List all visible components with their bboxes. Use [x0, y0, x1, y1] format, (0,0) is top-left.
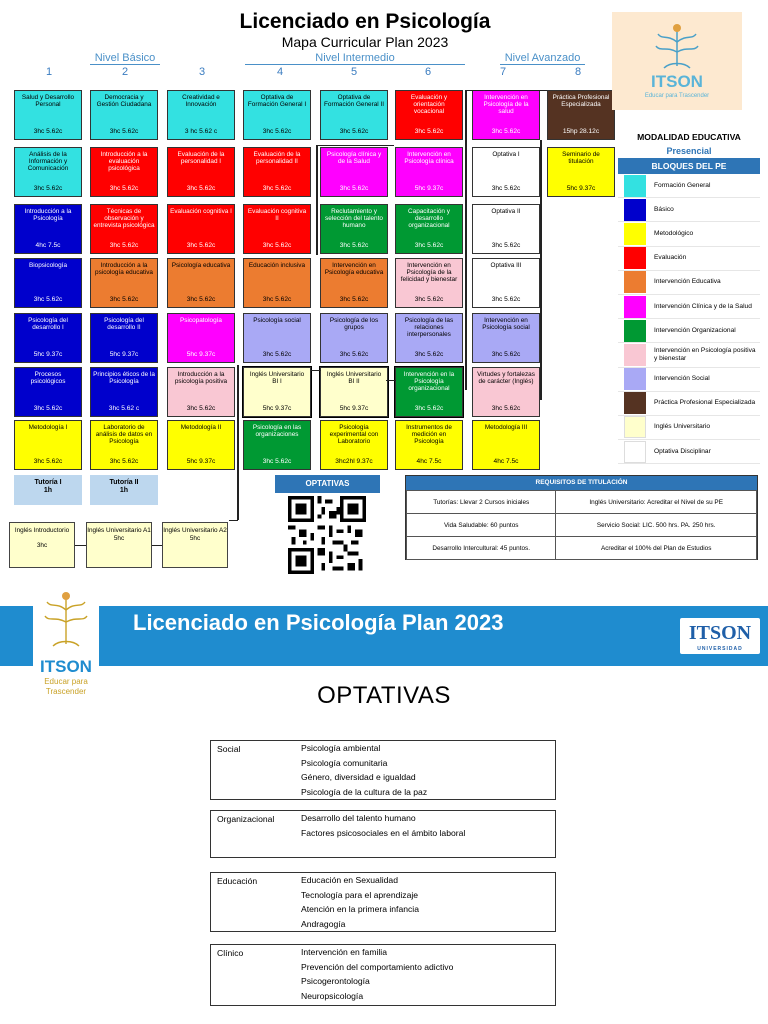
- course-credits: 3hc 5.62c: [186, 405, 216, 412]
- ingles-universitario-a2[interactable]: Inglés Universitario A2 5hc: [162, 522, 228, 568]
- course-credits: 15hp 28.12c: [562, 128, 600, 135]
- course-cell[interactable]: [243, 204, 311, 254]
- course-cell[interactable]: [395, 367, 463, 417]
- legend-swatch: [624, 199, 646, 221]
- course-cell[interactable]: [14, 258, 82, 308]
- table-row: Vida Saludable: 60 puntos Servicio Social: LIC. 500 hrs. PA. 250 hrs.: [407, 514, 757, 537]
- course-credits: 3hc 5.62c: [414, 128, 444, 135]
- course-credits: 3hc 5.62c: [109, 128, 139, 135]
- course-cell[interactable]: [167, 204, 235, 254]
- course-name: Metodología I: [28, 424, 68, 431]
- course-name: Salud y Desarrollo Personal: [21, 94, 75, 108]
- course-cell[interactable]: [472, 147, 540, 197]
- course-name: Psicología de las relaciones interpersonales: [404, 317, 454, 338]
- optativa-course: Tecnología para el aprendizaje: [301, 889, 419, 900]
- course-name: Psicología clínica y de la Salud: [326, 151, 382, 165]
- course-credits: 3hc 5.62c: [414, 405, 444, 412]
- legend-label: Optativa Disciplinar: [654, 447, 711, 455]
- course-name: Optativa I: [492, 151, 520, 158]
- requisitos-table: [406, 490, 757, 560]
- legend-panel: [618, 118, 760, 468]
- optativa-group: [210, 944, 556, 1006]
- optativa-group: [210, 872, 556, 932]
- course-credits: 3hc 5.62c: [414, 296, 444, 303]
- course-name: Evaluación cognitiva I: [170, 208, 232, 215]
- legend-label: Metodológico: [654, 229, 694, 237]
- course-cell[interactable]: [243, 258, 311, 308]
- course-credits: 5hc 9.37c: [414, 185, 444, 192]
- legend-swatch: [624, 441, 646, 463]
- optativa-course: Factores psicosociales en el ámbito laboral: [301, 827, 466, 838]
- semester-number: 7: [499, 66, 507, 78]
- table-row: Tutorías: Llevar 2 Cursos iniciales Inglés Universitario: Acreditar el Nivel de su PE: [407, 491, 757, 514]
- course-credits: 4hc 7.5c: [35, 242, 61, 249]
- course-cell[interactable]: [90, 367, 158, 417]
- course-cell[interactable]: [90, 313, 158, 363]
- optativa-category: Social: [217, 744, 241, 754]
- course-cell[interactable]: [395, 204, 463, 254]
- course-cell[interactable]: [320, 367, 388, 417]
- legend-label: Básico: [654, 205, 674, 213]
- level-avanzado: Nivel Avanzado: [500, 52, 585, 65]
- course-credits: 3hc 5.62c: [186, 185, 216, 192]
- course-credits: 3hc 5.62c: [109, 458, 139, 465]
- course-credits: 3hc 5.62c: [414, 242, 444, 249]
- course-name: Psicología experimental con Laboratorio: [329, 424, 379, 445]
- optativa-group: [210, 810, 556, 858]
- course-name: Creatividad e Innovación: [182, 94, 220, 108]
- course-cell[interactable]: [320, 258, 388, 308]
- course-name: Introducción a la evaluación psicológica: [100, 151, 148, 172]
- page-subtitle: Mapa Curricular Plan 2023: [281, 34, 449, 50]
- course-cell[interactable]: [472, 90, 540, 140]
- course-name: Democracia y Gestión Ciudadana: [96, 94, 152, 108]
- banner-title: Licenciado en Psicología Plan 2023: [133, 610, 504, 635]
- course-credits: 3hc 5.62c: [33, 296, 63, 303]
- level-basico: Nivel Básico: [90, 52, 160, 65]
- optativa-course: Género, diversidad e igualdad: [301, 772, 416, 782]
- course-name: Capacitación y desarrollo organizacional: [408, 208, 450, 229]
- course-cell[interactable]: [167, 367, 235, 417]
- course-credits: 3hc 5.62c: [33, 405, 63, 412]
- optativa-course: Neuropsicología: [301, 990, 364, 1001]
- optativa-course: Psicología de la cultura de la paz: [301, 786, 428, 797]
- course-name: Psicología social: [253, 317, 301, 324]
- semester-number: 3: [198, 66, 206, 78]
- course-name: Introducción a la psicología educativa: [95, 262, 153, 276]
- requisitos-titulacion: [405, 475, 758, 560]
- course-credits: 3hc 5.62c: [109, 296, 139, 303]
- course-cell[interactable]: [14, 313, 82, 363]
- legend-item: [618, 271, 760, 295]
- svg-text:ITSON: ITSON: [651, 72, 703, 91]
- tutoria-2: Tutoría II 1h: [90, 475, 158, 505]
- course-name: Evaluación cognitiva II: [247, 208, 307, 222]
- course-cell[interactable]: [90, 147, 158, 197]
- optativa-category: Organizacional: [217, 814, 275, 824]
- course-credits: 5hc 9.37c: [186, 458, 216, 465]
- course-credits: 3hc2hl 9.37c: [335, 458, 373, 465]
- course-credits: 4hc 7.5c: [493, 458, 519, 465]
- legend-swatch: [624, 368, 646, 390]
- course-name: Inglés Universitario BI I: [249, 371, 305, 385]
- course-name: Introducción a la Psicología: [24, 208, 72, 222]
- course-credits: 3hc 5.62 c: [108, 405, 140, 412]
- optativa-list: [301, 811, 465, 840]
- arrow-connector: [152, 545, 162, 546]
- course-name: Reclutamiento y selección del talento humano: [325, 208, 383, 229]
- optativas-title: OPTATIVAS: [317, 682, 451, 709]
- legend-label: Formación General: [654, 181, 711, 189]
- tutoria-1: Tutoría I 1h: [14, 475, 82, 505]
- legend-label: Práctica Profesional Especializada: [654, 399, 756, 407]
- course-cell[interactable]: [14, 147, 82, 197]
- legend-swatch: [624, 223, 646, 245]
- course-credits: 3hc 5.62c: [33, 185, 63, 192]
- optativa-course: Atención en la primera infancia: [301, 904, 419, 914]
- legend-item: [618, 174, 760, 198]
- course-name: Principios éticos de la Psicología: [93, 371, 155, 385]
- course-credits: 3hc 5.62c: [491, 185, 521, 192]
- optativa-list: [301, 741, 427, 799]
- course-credits: 3hc 5.62c: [262, 458, 292, 465]
- course-cell[interactable]: [320, 147, 388, 197]
- course-cell[interactable]: [90, 258, 158, 308]
- course-cell[interactable]: [243, 147, 311, 197]
- legend-presencial: Presencial: [666, 146, 712, 156]
- course-name: Psicología en las organizaciones: [252, 424, 302, 438]
- course-credits: 3hc 5.62c: [186, 296, 216, 303]
- course-name: Psicopatología: [180, 317, 222, 324]
- optativa-course: Psicología ambiental: [301, 743, 381, 753]
- course-name: Psicología del desarrollo I: [28, 317, 68, 331]
- legend-swatch: [624, 271, 646, 293]
- legend-item: [618, 343, 760, 367]
- course-credits: 3hc 5.62c: [339, 242, 369, 249]
- legend-item: [618, 295, 760, 319]
- course-name: Intervención en Psicología de la felicidad y bienestar: [400, 262, 458, 283]
- legend-item: [618, 198, 760, 222]
- ingles-universitario-a1[interactable]: Inglés Universitario A1 5hc: [86, 522, 152, 568]
- legend-label: Inglés Universitario: [654, 423, 711, 431]
- course-credits: 3 hc 5.62 c: [184, 128, 218, 135]
- course-name: Intervención en Psicología social: [482, 317, 530, 331]
- svg-text:ITSON: ITSON: [40, 657, 92, 676]
- semester-number: 8: [574, 66, 582, 78]
- itson-emblem-icon: [612, 12, 742, 110]
- connector-line: [465, 90, 467, 390]
- course-name: Psicología de los grupos: [329, 317, 379, 331]
- optativa-course: Psicogerontología: [301, 976, 370, 986]
- course-cell[interactable]: [14, 367, 82, 417]
- course-cell[interactable]: [167, 258, 235, 308]
- course-credits: 3hc 5.62c: [491, 351, 521, 358]
- course-name: Introducción a la psicología positiva: [174, 371, 228, 385]
- connector-line: [316, 145, 394, 146]
- optativa-course: Intervención en familia: [301, 947, 387, 957]
- legend-item: [618, 416, 760, 440]
- course-credits: 3hc 5.62c: [339, 351, 369, 358]
- optativa-course: Psicología comunitaria: [301, 757, 388, 768]
- course-name: Metodología II: [180, 424, 222, 431]
- course-name: Educación inclusiva: [248, 262, 306, 269]
- course-cell[interactable]: [320, 204, 388, 254]
- semester-number: 6: [424, 66, 432, 78]
- course-cell[interactable]: [90, 204, 158, 254]
- course-credits: 3hc 5.62c: [339, 185, 369, 192]
- legend-item: [618, 368, 760, 392]
- course-cell[interactable]: [14, 90, 82, 140]
- course-cell[interactable]: [14, 204, 82, 254]
- course-credits: 5hc 9.37c: [33, 351, 63, 358]
- itson-logo: [612, 12, 742, 110]
- legend-item: [618, 319, 760, 343]
- svg-text:Educar para: Educar para: [44, 677, 88, 686]
- svg-text:Educar para Trascender: Educar para Trascender: [644, 93, 710, 99]
- course-credits: 3hc 5.62c: [262, 351, 292, 358]
- course-cell[interactable]: [320, 313, 388, 363]
- course-cell[interactable]: [472, 313, 540, 363]
- course-name: Instrumentos de medición en Psicología: [406, 424, 452, 445]
- course-name: Análisis de la Información y Comunicación: [27, 151, 69, 172]
- optativa-course: Desarrollo del talento humano: [301, 813, 416, 823]
- legend-list: [618, 174, 760, 464]
- legend-swatch: [624, 296, 646, 318]
- course-cell[interactable]: [243, 420, 311, 470]
- course-cell[interactable]: [472, 420, 540, 470]
- optativa-course: Prevención del comportamiento adictivo: [301, 961, 454, 972]
- optativa-course: Educación en Sexualidad: [301, 875, 398, 885]
- legend-modalidad: MODALIDAD EDUCATIVA: [637, 132, 741, 142]
- legend-label: Intervención en Psicología positiva y bienestar: [654, 346, 756, 362]
- course-credits: 5hc 9.37c: [566, 185, 596, 192]
- course-name: Optativa de Formación General II: [323, 94, 385, 108]
- legend-swatch: [624, 344, 646, 366]
- legend-item: [618, 392, 760, 416]
- legend-swatch: [624, 392, 646, 414]
- course-credits: 3hc 5.62c: [109, 242, 139, 249]
- legend-swatch: [624, 320, 646, 342]
- course-name: Optativa II: [491, 208, 521, 215]
- course-credits: 3hc 5.62c: [491, 242, 521, 249]
- course-cell[interactable]: [243, 313, 311, 363]
- legend-label: Evaluación: [654, 254, 687, 262]
- legend-label: Intervención Social: [654, 375, 710, 383]
- course-name: Evaluación de la personalidad II: [253, 151, 301, 165]
- legend-label: Intervención Educativa: [654, 278, 721, 286]
- course-cell[interactable]: [167, 90, 235, 140]
- course-cell[interactable]: [243, 90, 311, 140]
- course-cell[interactable]: [395, 420, 463, 470]
- course-credits: 3hc 5.62c: [186, 242, 216, 249]
- optativa-list: [301, 873, 419, 931]
- course-name: Intervención en Psicología de la salud: [483, 94, 529, 115]
- course-cell[interactable]: [472, 204, 540, 254]
- course-name: Inglés Universitario BI II: [326, 371, 382, 385]
- course-cell[interactable]: [547, 147, 615, 197]
- course-credits: 3hc 5.62c: [262, 242, 292, 249]
- svg-text:Trascender: Trascender: [45, 687, 87, 696]
- course-cell[interactable]: [90, 90, 158, 140]
- course-name: Metodología III: [484, 424, 528, 431]
- course-name: Psicología educativa: [171, 262, 231, 269]
- course-credits: 3hc 5.62c: [262, 296, 292, 303]
- course-cell[interactable]: [395, 313, 463, 363]
- table-row: Desarrollo Intercultural: 45 puntos. Acreditar el 100% del Plan de Estudios: [407, 537, 757, 560]
- course-cell[interactable]: [395, 90, 463, 140]
- course-name: Psicología del desarrollo II: [104, 317, 144, 331]
- optativa-category: Educación: [217, 876, 258, 886]
- course-credits: 3hc 5.62c: [339, 296, 369, 303]
- optativa-course: Andragogía: [301, 918, 346, 929]
- requisitos-title: REQUISITOS DE TITULACIÓN: [406, 476, 757, 490]
- course-name: Evaluación de la personalidad I: [177, 151, 225, 165]
- legend-swatch: [624, 175, 646, 197]
- semester-number: 2: [121, 66, 129, 78]
- course-credits: 3hc 5.62c: [491, 128, 521, 135]
- itson-wordmark: ITSON UNIVERSIDAD: [680, 618, 760, 654]
- course-cell[interactable]: [395, 147, 463, 197]
- course-credits: 3hc 5.62c: [109, 185, 139, 192]
- course-name: Seminario de titulación: [562, 151, 600, 165]
- course-cell[interactable]: [472, 258, 540, 308]
- optativa-category: Clínico: [217, 948, 244, 958]
- page-title: Licenciado en Psicología: [239, 10, 491, 33]
- legend-label: Intervención Clínica y de la Salud: [654, 302, 752, 310]
- course-credits: 4hc 7.5c: [416, 458, 442, 465]
- legend-item: [618, 440, 760, 464]
- course-name: Virtudes y fortalezas de carácter (Inglés): [477, 371, 535, 385]
- course-credits: 3hc 5.62c: [414, 351, 444, 358]
- qr-code-icon[interactable]: [287, 496, 367, 574]
- connector-line: [237, 365, 239, 520]
- course-name: Evaluación y orientación vocacional: [410, 94, 448, 115]
- course-credits: 3hc 5.62c: [491, 405, 521, 412]
- course-credits: 3hc 5.62c: [33, 458, 63, 465]
- course-name: Biopsicología: [28, 262, 67, 269]
- course-credits: 5hc 9.37c: [339, 405, 369, 412]
- course-credits: 3hc 5.62c: [339, 128, 369, 135]
- optativa-group: [210, 740, 556, 800]
- course-credits: 3hc 5.62c: [491, 296, 521, 303]
- legend-swatch: [624, 416, 646, 438]
- legend-item: [618, 247, 760, 271]
- course-cell[interactable]: [90, 420, 158, 470]
- semester-number: 1: [45, 66, 53, 78]
- course-name: Optativa de Formación General I: [247, 94, 307, 108]
- course-cell[interactable]: [14, 420, 82, 470]
- semester-number: 4: [276, 66, 284, 78]
- course-name: Intervención en Psicología clínica: [404, 151, 454, 165]
- course-credits: 3hc 5.62c: [262, 185, 292, 192]
- course-cell[interactable]: [167, 147, 235, 197]
- course-name: Intervención en la Psicología organizacional: [403, 371, 455, 392]
- course-name: Intervención en Psicología educativa: [324, 262, 384, 276]
- course-cell[interactable]: [167, 420, 235, 470]
- ingles-introductorio[interactable]: Inglés Introductorio 3hc: [9, 522, 75, 568]
- legend-header: BLOQUES DEL PE: [618, 158, 760, 174]
- connector-line: [316, 145, 318, 255]
- course-credits: 5hc 9.37c: [186, 351, 216, 358]
- course-cell[interactable]: [320, 90, 388, 140]
- connector-line: [229, 520, 238, 521]
- course-cell[interactable]: [167, 313, 235, 363]
- course-cell[interactable]: [243, 367, 311, 417]
- course-name: Técnicas de observación y entrevista psicológica: [93, 208, 155, 229]
- arrow-connector: [75, 545, 86, 546]
- legend-swatch: [624, 247, 646, 269]
- course-cell[interactable]: [472, 367, 540, 417]
- course-cell[interactable]: [320, 420, 388, 470]
- legend-item: [618, 222, 760, 246]
- course-name: Práctica Profesional Especializada: [552, 94, 610, 108]
- course-name: Laboratorio de análisis de datos en Psicología: [95, 424, 153, 445]
- connector-line: [540, 140, 542, 400]
- course-credits: 5hc 9.37c: [109, 351, 139, 358]
- course-credits: 5hc 9.37c: [262, 405, 292, 412]
- semester-number: 5: [350, 66, 358, 78]
- course-cell[interactable]: [547, 90, 615, 140]
- course-name: Optativa III: [490, 262, 522, 269]
- course-cell[interactable]: [395, 258, 463, 308]
- course-credits: 3hc 5.62c: [33, 128, 63, 135]
- course-credits: 3hc 5.62c: [262, 128, 292, 135]
- optativa-list: [301, 945, 453, 1003]
- legend-label: Intervención Organizacional: [654, 326, 736, 334]
- optativas-label: OPTATIVAS: [275, 475, 380, 493]
- course-name: Procesos psicológicos: [30, 371, 66, 385]
- level-intermedio: Nivel Intermedio: [245, 52, 465, 65]
